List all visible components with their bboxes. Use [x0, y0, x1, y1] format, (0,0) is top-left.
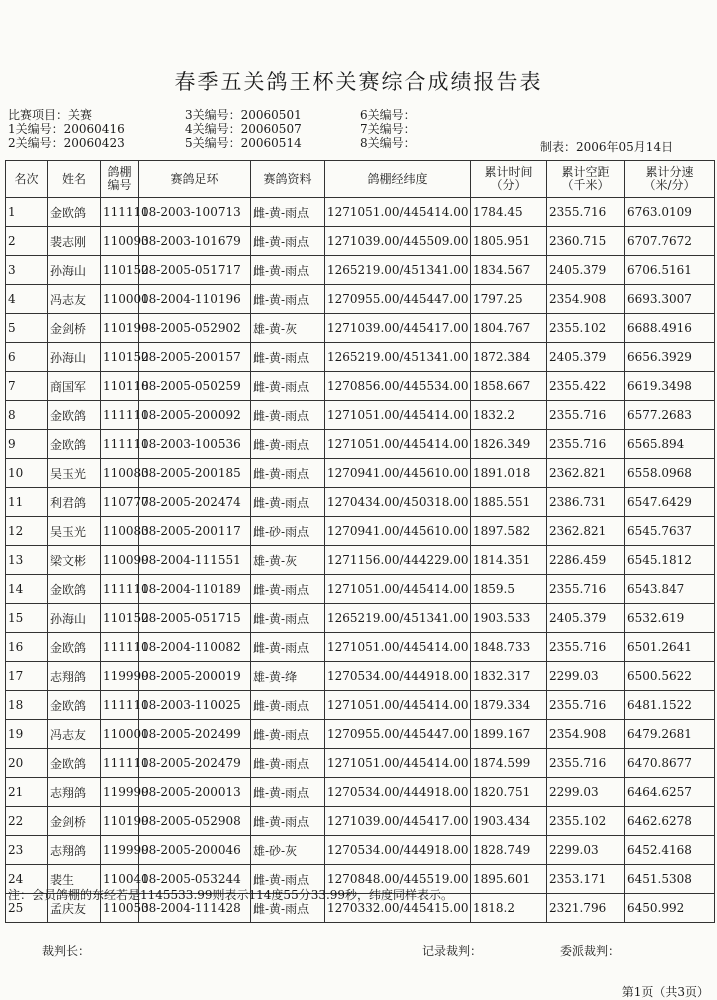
speed-cell: 6619.3498 — [625, 372, 715, 401]
meta-column-2 — [185, 108, 302, 150]
speed-cell: 6577.2683 — [625, 401, 715, 430]
ring-cell: 08-2005-202499 — [139, 720, 251, 749]
total-distance-cell: 2405.379 — [547, 256, 625, 285]
loft-id-cell: 111111 — [101, 401, 139, 430]
table-header-row — [6, 161, 715, 198]
dispatched-referee-label: 委派裁判： — [560, 944, 621, 958]
total-distance-cell: 2355.102 — [547, 314, 625, 343]
table-row — [6, 662, 715, 691]
header-coordinates: 鸽棚经纬度 — [325, 161, 471, 198]
bird-info-cell: 雄-黄-灰 — [251, 314, 325, 343]
coordinates-cell: 1270941.00/445610.00 — [325, 459, 471, 488]
speed-cell: 6532.619 — [625, 604, 715, 633]
total-distance-cell: 2355.102 — [547, 807, 625, 836]
coordinates-cell: 1271051.00/445414.00 — [325, 749, 471, 778]
total-distance-cell: 2355.716 — [547, 401, 625, 430]
rank-cell: 18 — [6, 691, 48, 720]
bird-info-cell: 雌-黄-雨点 — [251, 488, 325, 517]
rank-cell: 2 — [6, 227, 48, 256]
ring-cell: 08-2005-200157 — [139, 343, 251, 372]
loft-id-cell: 110083 — [101, 459, 139, 488]
bird-info-cell: 雌-黄-雨点 — [251, 865, 325, 894]
coordinates-cell: 1270848.00/445519.00 — [325, 865, 471, 894]
rank-cell: 20 — [6, 749, 48, 778]
loft-id-cell: 110152 — [101, 256, 139, 285]
total-time-cell: 1828.749 — [471, 836, 547, 865]
table-body — [6, 198, 715, 923]
speed-cell: 6693.3007 — [625, 285, 715, 314]
rank-cell: 21 — [6, 778, 48, 807]
report-title: 春季五关鸽王杯关赛综合成绩报告表 — [174, 70, 543, 94]
loft-id-cell: 110152 — [101, 343, 139, 372]
bird-info-cell: 雌-黄-雨点 — [251, 227, 325, 256]
name-cell: 冯志友 — [48, 720, 101, 749]
header-total-distance: 累计空距 （千米） — [547, 161, 625, 198]
coordinates-cell: 1265219.00/451341.00 — [325, 343, 471, 372]
bird-info-cell: 雌-黄-雨点 — [251, 372, 325, 401]
table-row — [6, 285, 715, 314]
name-cell: 金剑桥 — [48, 314, 101, 343]
name-cell: 金欧鸽 — [48, 633, 101, 662]
loft-id-cell: 110152 — [101, 604, 139, 633]
speed-cell: 6470.8677 — [625, 749, 715, 778]
loft-id-cell: 110093 — [101, 227, 139, 256]
table-row — [6, 314, 715, 343]
name-cell: 金欧鸽 — [48, 430, 101, 459]
bird-info-cell: 雌-黄-雨点 — [251, 807, 325, 836]
ring-cell: 08-2005-200046 — [139, 836, 251, 865]
speed-cell: 6543.847 — [625, 575, 715, 604]
ring-cell: 08-2003-100536 — [139, 430, 251, 459]
ring-cell: 08-2004-111428 — [139, 894, 251, 923]
rank-cell: 25 — [6, 894, 48, 923]
total-time-cell: 1858.667 — [471, 372, 547, 401]
total-distance-cell: 2299.03 — [547, 778, 625, 807]
ring-cell: 08-2005-050259 — [139, 372, 251, 401]
speed-cell: 6565.894 — [625, 430, 715, 459]
name-cell: 金欧鸽 — [48, 691, 101, 720]
table-row — [6, 459, 715, 488]
name-cell: 孙海山 — [48, 604, 101, 633]
table-row — [6, 836, 715, 865]
name-cell: 吴玉光 — [48, 517, 101, 546]
rank-cell: 10 — [6, 459, 48, 488]
bird-info-cell: 雄-砂-灰 — [251, 836, 325, 865]
coordinates-cell: 1271156.00/444229.00 — [325, 546, 471, 575]
coordinates-cell: 1265219.00/451341.00 — [325, 604, 471, 633]
table-row — [6, 778, 715, 807]
ring-cell: 08-2004-110082 — [139, 633, 251, 662]
name-cell: 裴志刚 — [48, 227, 101, 256]
recorder-referee-label: 记录裁判： — [422, 944, 483, 958]
made-date: 制表：2006年05月14日 — [540, 140, 674, 154]
speed-cell: 6545.1812 — [625, 546, 715, 575]
total-time-cell: 1897.582 — [471, 517, 547, 546]
ring-cell: 08-2005-200185 — [139, 459, 251, 488]
table-row — [6, 517, 715, 546]
coordinates-cell: 1271051.00/445414.00 — [325, 633, 471, 662]
total-time-cell: 1848.733 — [471, 633, 547, 662]
bird-info-cell: 雌-黄-雨点 — [251, 401, 325, 430]
bird-info-cell: 雌-黄-雨点 — [251, 691, 325, 720]
bird-info-cell: 雌-砂-雨点 — [251, 517, 325, 546]
total-distance-cell: 2355.716 — [547, 430, 625, 459]
bird-info-cell: 雌-黄-雨点 — [251, 894, 325, 923]
speed-cell: 6656.3929 — [625, 343, 715, 372]
meta-column-3 — [360, 108, 416, 150]
loft-id-cell: 111111 — [101, 430, 139, 459]
rank-cell: 23 — [6, 836, 48, 865]
name-cell: 金欧鸽 — [48, 575, 101, 604]
speed-cell: 6481.1522 — [625, 691, 715, 720]
speed-cell: 6451.5308 — [625, 865, 715, 894]
bird-info-cell: 雌-黄-雨点 — [251, 749, 325, 778]
total-time-cell: 1879.334 — [471, 691, 547, 720]
rank-cell: 4 — [6, 285, 48, 314]
loft-id-cell: 111111 — [101, 691, 139, 720]
ring-cell: 08-2004-110189 — [139, 575, 251, 604]
coordinates-cell: 1270955.00/445447.00 — [325, 285, 471, 314]
rank-cell: 8 — [6, 401, 48, 430]
total-distance-cell: 2386.731 — [547, 488, 625, 517]
ring-cell: 08-2003-101679 — [139, 227, 251, 256]
name-cell: 金欧鸽 — [48, 198, 101, 227]
ring-cell: 08-2005-052908 — [139, 807, 251, 836]
table-row — [6, 256, 715, 285]
name-cell: 孟庆友 — [48, 894, 101, 923]
table-row — [6, 720, 715, 749]
speed-cell: 6688.4916 — [625, 314, 715, 343]
name-cell: 吴玉光 — [48, 459, 101, 488]
total-time-cell: 1826.349 — [471, 430, 547, 459]
name-cell: 冯志友 — [48, 285, 101, 314]
rank-cell: 13 — [6, 546, 48, 575]
header-name: 姓名 — [48, 161, 101, 198]
coordinates-cell: 1271051.00/445414.00 — [325, 401, 471, 430]
total-distance-cell: 2355.716 — [547, 749, 625, 778]
coordinates-cell: 1271039.00/445509.00 — [325, 227, 471, 256]
loft-id-cell: 119999 — [101, 778, 139, 807]
footnote: 注：会员鸽棚的东经若是1145533.99则表示114度55分33.99秒，纬度同样表示。 — [8, 888, 454, 902]
coordinates-cell: 1271051.00/445414.00 — [325, 575, 471, 604]
name-cell: 梁文彬 — [48, 546, 101, 575]
loft-id-cell: 111111 — [101, 575, 139, 604]
loft-id-cell: 110199 — [101, 314, 139, 343]
total-time-cell: 1804.767 — [471, 314, 547, 343]
coordinates-cell: 1271039.00/445417.00 — [325, 314, 471, 343]
table-row — [6, 343, 715, 372]
meta-stage-4: 4关编号：20060507 — [185, 122, 302, 136]
ring-cell: 08-2005-202479 — [139, 749, 251, 778]
rank-cell: 3 — [6, 256, 48, 285]
table-row — [6, 401, 715, 430]
meta-stage-7: 7关编号： — [360, 122, 416, 136]
header-rank: 名次 — [6, 161, 48, 198]
total-distance-cell: 2355.716 — [547, 198, 625, 227]
bird-info-cell: 雌-黄-雨点 — [251, 604, 325, 633]
total-distance-cell: 2299.03 — [547, 836, 625, 865]
header-ring: 赛鸽足环 — [139, 161, 251, 198]
bird-info-cell: 雌-黄-雨点 — [251, 198, 325, 227]
loft-id-cell: 111111 — [101, 198, 139, 227]
ring-cell: 08-2005-051715 — [139, 604, 251, 633]
loft-id-cell: 119999 — [101, 836, 139, 865]
loft-id-cell: 110001 — [101, 285, 139, 314]
name-cell: 商国军 — [48, 372, 101, 401]
loft-id-cell: 110041 — [101, 865, 139, 894]
name-cell: 利君鸽 — [48, 488, 101, 517]
ring-cell: 08-2005-200013 — [139, 778, 251, 807]
meta-stage-1: 1关编号：20060416 — [8, 122, 125, 136]
total-distance-cell: 2355.422 — [547, 372, 625, 401]
rank-cell: 5 — [6, 314, 48, 343]
total-time-cell: 1899.167 — [471, 720, 547, 749]
total-time-cell: 1872.384 — [471, 343, 547, 372]
total-distance-cell: 2355.716 — [547, 633, 625, 662]
header-bird-info: 赛鸽资料 — [251, 161, 325, 198]
total-time-cell: 1818.2 — [471, 894, 547, 923]
name-cell: 孙海山 — [48, 256, 101, 285]
coordinates-cell: 1271039.00/445417.00 — [325, 807, 471, 836]
coordinates-cell: 1270332.00/445415.00 — [325, 894, 471, 923]
total-time-cell: 1834.567 — [471, 256, 547, 285]
ring-cell: 08-2005-200117 — [139, 517, 251, 546]
total-distance-cell: 2299.03 — [547, 662, 625, 691]
coordinates-cell: 1271051.00/445414.00 — [325, 198, 471, 227]
total-time-cell: 1895.601 — [471, 865, 547, 894]
speed-cell: 6545.7637 — [625, 517, 715, 546]
total-time-cell: 1885.551 — [471, 488, 547, 517]
name-cell: 孙海山 — [48, 343, 101, 372]
speed-cell: 6707.7672 — [625, 227, 715, 256]
table-row — [6, 198, 715, 227]
page-number: 第1页（共3页） — [621, 985, 709, 999]
loft-id-cell: 110777 — [101, 488, 139, 517]
coordinates-cell: 1271051.00/445414.00 — [325, 691, 471, 720]
bird-info-cell: 雌-黄-雨点 — [251, 633, 325, 662]
loft-id-cell: 110053 — [101, 894, 139, 923]
header-total-time: 累计时间 （分） — [471, 161, 547, 198]
ring-cell: 08-2005-200092 — [139, 401, 251, 430]
loft-id-cell: 110199 — [101, 807, 139, 836]
bird-info-cell: 雄-黄-绛 — [251, 662, 325, 691]
speed-cell: 6501.2641 — [625, 633, 715, 662]
name-cell: 裴生 — [48, 865, 101, 894]
rank-cell: 11 — [6, 488, 48, 517]
table-row — [6, 604, 715, 633]
results-table — [5, 160, 715, 923]
bird-info-cell: 雌-黄-雨点 — [251, 343, 325, 372]
loft-id-cell: 111111 — [101, 633, 139, 662]
loft-id-cell: 110099 — [101, 546, 139, 575]
table-row — [6, 807, 715, 836]
total-time-cell: 1903.533 — [471, 604, 547, 633]
total-time-cell: 1859.5 — [471, 575, 547, 604]
table-row — [6, 430, 715, 459]
total-time-cell: 1874.599 — [471, 749, 547, 778]
ring-cell: 08-2004-110196 — [139, 285, 251, 314]
header-loft-id: 鸽棚 编号 — [101, 161, 139, 198]
speed-cell: 6547.6429 — [625, 488, 715, 517]
bird-info-cell: 雌-黄-雨点 — [251, 256, 325, 285]
total-distance-cell: 2362.821 — [547, 459, 625, 488]
rank-cell: 14 — [6, 575, 48, 604]
loft-id-cell: 119999 — [101, 662, 139, 691]
total-distance-cell: 2354.908 — [547, 285, 625, 314]
ring-cell: 08-2004-111551 — [139, 546, 251, 575]
total-distance-cell: 2362.821 — [547, 517, 625, 546]
chief-referee-label: 裁判长： — [42, 944, 91, 958]
loft-id-cell: 110118 — [101, 372, 139, 401]
speed-cell: 6500.5622 — [625, 662, 715, 691]
coordinates-cell: 1270941.00/445610.00 — [325, 517, 471, 546]
speed-cell: 6452.4168 — [625, 836, 715, 865]
total-distance-cell: 2354.908 — [547, 720, 625, 749]
rank-cell: 16 — [6, 633, 48, 662]
name-cell: 志翔鸽 — [48, 662, 101, 691]
bird-info-cell: 雌-黄-雨点 — [251, 285, 325, 314]
speed-cell: 6479.2681 — [625, 720, 715, 749]
total-time-cell: 1903.434 — [471, 807, 547, 836]
name-cell: 金剑桥 — [48, 807, 101, 836]
rank-cell: 6 — [6, 343, 48, 372]
header-speed: 累计分速 （米/分） — [625, 161, 715, 198]
bird-info-cell: 雌-黄-雨点 — [251, 575, 325, 604]
total-time-cell: 1891.018 — [471, 459, 547, 488]
rank-cell: 24 — [6, 865, 48, 894]
name-cell: 金欧鸽 — [48, 749, 101, 778]
loft-id-cell: 110001 — [101, 720, 139, 749]
coordinates-cell: 1271051.00/445414.00 — [325, 430, 471, 459]
total-time-cell: 1832.317 — [471, 662, 547, 691]
total-distance-cell: 2360.715 — [547, 227, 625, 256]
speed-cell: 6450.992 — [625, 894, 715, 923]
ring-cell: 08-2005-053244 — [139, 865, 251, 894]
table-row — [6, 488, 715, 517]
ring-cell: 08-2003-110025 — [139, 691, 251, 720]
loft-id-cell: 111111 — [101, 749, 139, 778]
total-distance-cell: 2355.716 — [547, 575, 625, 604]
rank-cell: 15 — [6, 604, 48, 633]
rank-cell: 9 — [6, 430, 48, 459]
rank-cell: 12 — [6, 517, 48, 546]
rank-cell: 7 — [6, 372, 48, 401]
total-time-cell: 1805.951 — [471, 227, 547, 256]
rank-cell: 17 — [6, 662, 48, 691]
coordinates-cell: 1270856.00/445534.00 — [325, 372, 471, 401]
meta-stage-3: 3关编号：20060501 — [185, 108, 302, 122]
speed-cell: 6558.0968 — [625, 459, 715, 488]
table-row — [6, 691, 715, 720]
ring-cell: 08-2003-100713 — [139, 198, 251, 227]
loft-id-cell: 110083 — [101, 517, 139, 546]
rank-cell: 19 — [6, 720, 48, 749]
meta-stage-8: 8关编号： — [360, 136, 416, 150]
name-cell: 志翔鸽 — [48, 778, 101, 807]
name-cell: 志翔鸽 — [48, 836, 101, 865]
total-time-cell: 1832.2 — [471, 401, 547, 430]
speed-cell: 6763.0109 — [625, 198, 715, 227]
bird-info-cell: 雌-黄-雨点 — [251, 430, 325, 459]
total-distance-cell: 2405.379 — [547, 343, 625, 372]
total-distance-cell: 2353.171 — [547, 865, 625, 894]
bird-info-cell: 雌-黄-雨点 — [251, 778, 325, 807]
total-distance-cell: 2286.459 — [547, 546, 625, 575]
coordinates-cell: 1270534.00/444918.00 — [325, 778, 471, 807]
meta-column-1 — [8, 108, 125, 150]
speed-cell: 6706.5161 — [625, 256, 715, 285]
table-row — [6, 372, 715, 401]
speed-cell: 6462.6278 — [625, 807, 715, 836]
ring-cell: 08-2005-051717 — [139, 256, 251, 285]
name-cell: 金欧鸽 — [48, 401, 101, 430]
meta-stage-2: 2关编号：20060423 — [8, 136, 125, 150]
total-time-cell: 1820.751 — [471, 778, 547, 807]
total-distance-cell: 2405.379 — [547, 604, 625, 633]
table-row — [6, 546, 715, 575]
coordinates-cell: 1270955.00/445447.00 — [325, 720, 471, 749]
coordinates-cell: 1270534.00/444918.00 — [325, 836, 471, 865]
table-row — [6, 633, 715, 662]
table-row — [6, 575, 715, 604]
total-time-cell: 1814.351 — [471, 546, 547, 575]
coordinates-cell: 1270534.00/444918.00 — [325, 662, 471, 691]
bird-info-cell: 雄-黄-灰 — [251, 546, 325, 575]
meta-event: 比赛项目：关赛 — [8, 108, 93, 122]
total-distance-cell: 2355.716 — [547, 691, 625, 720]
rank-cell: 1 — [6, 198, 48, 227]
ring-cell: 08-2005-202474 — [139, 488, 251, 517]
ring-cell: 08-2005-200019 — [139, 662, 251, 691]
total-time-cell: 1784.45 — [471, 198, 547, 227]
ring-cell: 08-2005-052902 — [139, 314, 251, 343]
total-distance-cell: 2321.796 — [547, 894, 625, 923]
table-row — [6, 749, 715, 778]
coordinates-cell: 1270434.00/450318.00 — [325, 488, 471, 517]
rank-cell: 22 — [6, 807, 48, 836]
bird-info-cell: 雌-黄-雨点 — [251, 459, 325, 488]
meta-stage-5: 5关编号：20060514 — [185, 136, 302, 150]
table-row — [6, 227, 715, 256]
speed-cell: 6464.6257 — [625, 778, 715, 807]
meta-stage-6: 6关编号： — [360, 108, 416, 122]
coordinates-cell: 1265219.00/451341.00 — [325, 256, 471, 285]
bird-info-cell: 雌-黄-雨点 — [251, 720, 325, 749]
total-time-cell: 1797.25 — [471, 285, 547, 314]
